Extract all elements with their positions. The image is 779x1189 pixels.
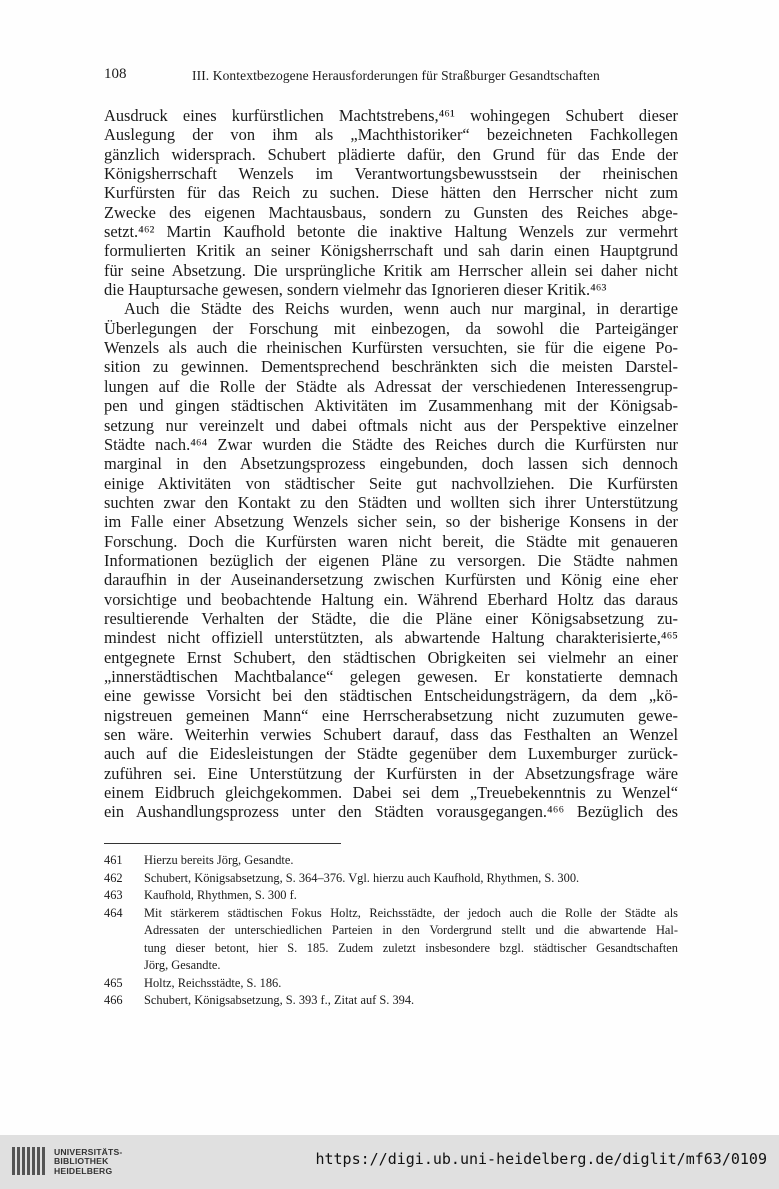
text-line: einige Aktivitäten von städtischer Seite gut nachvollziehen. Die Kurfürsten	[104, 473, 678, 493]
text-line: Königsherrschaft Wenzels im Verantwortungsbewusstsein der rheinischen	[104, 164, 678, 184]
footnote	[104, 905, 678, 975]
text-line: vorsichtige und beobachtende Haltung ein. Während Eberhard Holtz das daraus	[104, 589, 678, 609]
footnote	[104, 887, 678, 905]
viewer-footer	[0, 1135, 779, 1189]
text-line: sition zu gewinnen. Dementsprechend beschränkten sich die meisten Darstel-	[104, 357, 678, 377]
footnote	[104, 992, 678, 1010]
footnote	[104, 975, 678, 993]
footnote-text: Kaufhold, Rhythmen, S. 300 f.	[144, 888, 297, 902]
footnote-text: Schubert, Königsabsetzung, S. 364–376. Vgl. hierzu auch Kaufhold, Rhythmen, S. 300.	[144, 870, 580, 885]
text-line: sen wäre. Weiterhin verwies Schubert darauf, dass das Festhalten an Wenzel	[104, 725, 678, 744]
text-line: Kurfürsten für das Reich zu suchen. Diese hätten den Herrscher nicht zum	[104, 183, 678, 203]
university-library-logo-icon	[8, 1141, 48, 1181]
footnote-number: 464	[104, 905, 123, 920]
text-line: resultierende Verhalten der Städte, die die Pläne einer Königsabsetzung zu-	[104, 608, 678, 628]
text-line: Überlegungen der Forschung mit einbezogen, da sowohl die Parteigänger	[104, 318, 678, 338]
footnote-text: Schubert, Königsabsetzung, S. 393 f., Zitat auf S. 394.	[144, 993, 415, 1007]
footnote-number: 461	[104, 853, 123, 867]
text-line: lungen auf die Rolle der Städte als Adressat der verschiedenen Interessengrup-	[104, 376, 678, 396]
text-line: einem Eidbruch gleichgekommen. Dabei sei dem „Treuebekenntnis zu Wenzel“	[104, 783, 678, 803]
main-text	[104, 106, 678, 822]
text-line: Städte nach.⁴⁶⁴ Zwar wurden die Städte des Reiches durch die Kurfürsten nur	[104, 434, 678, 454]
text-line: Informationen bezüglich der eigenen Pläne zu versorgen. Die Städte nahmen	[104, 550, 678, 570]
library-name-line: HEIDELBERG	[54, 1165, 113, 1176]
library-name-line: BIBLIOTHEK	[54, 1156, 109, 1167]
text-line: setzt.⁴⁶² Martin Kaufhold betonte die inaktive Haltung Wenzels zur vermehrt	[104, 222, 678, 242]
library-name-line: UNIVERSITÄTS-	[54, 1147, 123, 1157]
text-line: Wenzels als auch die rheinischen Kurfürsten versuchten, sie für die eigene Po-	[104, 338, 678, 358]
text-line: zuführen sei. Eine Unterstützung der Kurfürsten in der Absetzungsfrage wäre	[104, 763, 678, 783]
running-title: III. Kontextbezogene Herausforderungen für Straßburger Gesandtschaften	[192, 68, 600, 83]
footnote-text: tung dieser betont, hier S. 185. Zudem zuletzt insbesondere bzgl. städtischer Gesandtschaften	[144, 940, 678, 955]
footnote-number: 462	[104, 870, 123, 885]
footnote	[104, 870, 678, 888]
text-line: setzung nur vereinzelt und dabei oftmals nicht aus der Perspektive einzelner	[104, 415, 678, 435]
text-line: gänzlich widersprach. Schubert plädierte dafür, den Grund für das Ende der	[104, 144, 678, 164]
footnote-number: 465	[104, 975, 123, 990]
text-line: eine gewisse Vorsicht bei den städtischen Entscheidungsträgern, da dem „kö-	[104, 686, 678, 706]
text-line: für seine Absetzung. Die ursprüngliche Kritik am Herrscher allein sei daher nicht	[104, 260, 678, 280]
text-line: formulierten Kritik an seiner Königsherrschaft und sah darin einen Hauptgrund	[104, 241, 678, 261]
text-line: mindest nicht offiziell unterstützten, als abwartende Haltung charakterisierte,⁴⁶⁵	[104, 628, 678, 648]
text-line: entgegnete Ernst Schubert, den städtischen Obrigkeiten sei vielmehr an einer	[104, 647, 678, 667]
permalink-url[interactable]: https://digi.ub.uni-heidelberg.de/diglit/mf63/0109	[315, 1150, 767, 1168]
footnote-text: Mit stärkerem städtischen Fokus Holtz, Reichsstädte, der jedoch auch die Rolle der Städte als	[144, 905, 678, 920]
text-line: Forschung. Doch die Kurfürsten waren nicht bereit, die Städte mit genaueren	[104, 531, 678, 551]
text-line: marginal in den Absetzungsprozess eingebunden, doch lassen sich dennoch	[104, 454, 678, 474]
page-number: 108	[104, 66, 127, 82]
footnote-text: Jörg, Gesandte.	[144, 958, 221, 972]
text-line: Zwecke des eigenen Machtausbaus, sondern zu Gunsten des Reiches abge-	[104, 202, 678, 222]
text-line: ein Aushandlungsprozess unter den Städten vorausgegangen.⁴⁶⁶ Bezüglich des	[104, 802, 678, 822]
text-line: Auch die Städte des Reichs wurden, wenn auch nur marginal, in derartige	[124, 299, 678, 319]
text-line: nigstreuen gemeinen Mann“ eine Herrscherabsetzung nicht zuzumuten gewe-	[104, 705, 678, 725]
text-line: pen und gingen städtischen Aktivitäten im Zusammenhang mit der Königsab-	[104, 396, 678, 416]
text-line: Ausdruck eines kurfürstlichen Machtstrebens,⁴⁶¹ wohingegen Schubert dieser	[104, 106, 678, 125]
text-line: suchten zwar den Kontakt zu den Städten und wollten sich ihrer Unterstützung	[104, 492, 678, 512]
footnote-divider	[104, 843, 341, 844]
text-line: die Hauptursache gewesen, sondern vielmehr das Ignorieren dieser Kritik.⁴⁶³	[104, 280, 607, 300]
text-line: „innerstädtischen Machtbalance“ gelegen gewesen. Er konstatierte demnach	[104, 666, 678, 686]
text-line: im Falle einer Absetzung Wenzels sicher sein, so der bisherige Konsens in der	[104, 512, 678, 532]
footnote-text: Hierzu bereits Jörg, Gesandte.	[144, 853, 294, 867]
text-line: Auslegung der von ihm als „Machthistoriker“ bezeichneten Fachkollegen	[104, 125, 678, 145]
library-name	[54, 1148, 123, 1176]
footnote-number: 463	[104, 888, 123, 902]
footnotes	[104, 852, 678, 1010]
text-line: auch auf die Eidesleistungen der Städte gegenüber dem Luxemburger zurück-	[104, 744, 678, 764]
text-line: daraufhin in der Auseinandersetzung zwischen Kurfürsten und König eine eher	[104, 570, 678, 590]
footnote	[104, 852, 678, 870]
footnote-text: Holtz, Reichsstädte, S. 186.	[144, 975, 282, 990]
footnote-text: Adressaten der unterschiedlichen Parteien in den Vordergrund stellt und die abwartende Hal-	[144, 923, 678, 937]
footnote-number: 466	[104, 993, 123, 1007]
